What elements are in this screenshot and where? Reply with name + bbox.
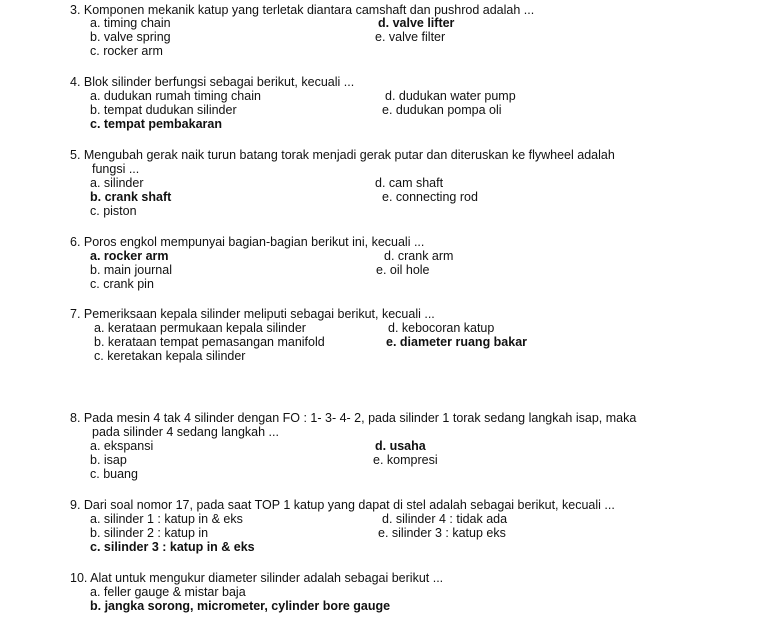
option-b: b. isap [90,453,127,467]
option-c: c. rocker arm [90,44,163,58]
option-e: e. oil hole [376,263,430,277]
option-b-answer: b. crank shaft [90,190,172,204]
option-e: e. valve filter [375,30,446,44]
option-b: b. tempat dudukan silinder [90,103,237,117]
option-a: a. ekspansi [90,439,154,453]
question-stem: 6. Poros engkol mempunyai bagian-bagian berikut ini, kecuali ... [70,235,425,249]
option-a: a. dudukan rumah timing chain [90,89,261,103]
question-stem-cont: fungsi ... [92,162,140,176]
option-c-answer: c. tempat pembakaran [90,117,222,131]
question-stem: 8. Pada mesin 4 tak 4 silinder dengan FO : 1- 3- 4- 2, pada silinder 1 torak sedang langkah isap, maka [70,411,637,425]
question-stem: 3. Komponen mekanik katup yang terletak diantara camshaft dan pushrod adalah ... [70,3,535,17]
question-stem-cont: pada silinder 4 sedang langkah ... [92,425,279,439]
option-d: d. kebocoran katup [388,321,495,335]
option-c: c. keretakan kepala silinder [94,349,246,363]
option-a: a. silinder [90,176,144,190]
option-c: c. crank pin [90,277,154,291]
option-e: e. dudukan pompa oli [382,103,502,117]
option-d: d. cam shaft [375,176,444,190]
option-b: b. main journal [90,263,172,277]
option-d-answer: d. usaha [375,439,426,453]
option-e: e. connecting rod [382,190,478,204]
option-c: c. piston [90,204,137,218]
option-b: b. silinder 2 : katup in [90,526,209,540]
option-d: d. silinder 4 : tidak ada [382,512,508,526]
option-e-answer: e. diameter ruang bakar [386,335,528,349]
option-b: b. valve spring [90,30,171,44]
option-d: d. dudukan water pump [385,89,516,103]
question-stem: 9. Dari soal nomor 17, pada saat TOP 1 katup yang dapat di stel adalah sebagai berikut, kecuali ... [70,498,615,512]
option-a: a. kerataan permukaan kepala silinder [94,321,306,335]
option-b: b. kerataan tempat pemasangan manifold [94,335,325,349]
option-c-answer: c. silinder 3 : katup in & eks [90,540,255,554]
question-stem: 10. Alat untuk mengukur diameter silinder adalah sebagai berikut ... [70,571,444,585]
option-a: a. feller gauge & mistar baja [90,585,246,599]
option-a-answer: a. rocker arm [90,249,169,263]
question-stem: 7. Pemeriksaan kepala silinder meliputi sebagai berikut, kecuali ... [70,307,435,321]
option-a: a. timing chain [90,16,171,30]
question-stem: 4. Blok silinder berfungsi sebagai berikut, kecuali ... [70,75,355,89]
option-b-answer: b. jangka sorong, micrometer, cylinder bore gauge [90,599,391,613]
option-a: a. silinder 1 : katup in & eks [90,512,243,526]
question-stem: 5. Mengubah gerak naik turun batang torak menjadi gerak putar dan diteruskan ke flywheel adalah [70,148,615,162]
option-e: e. kompresi [373,453,438,467]
option-c: c. buang [90,467,138,481]
option-e: e. silinder 3 : katup eks [378,526,506,540]
option-d: d. crank arm [384,249,454,263]
option-d-answer: d. valve lifter [378,16,455,30]
